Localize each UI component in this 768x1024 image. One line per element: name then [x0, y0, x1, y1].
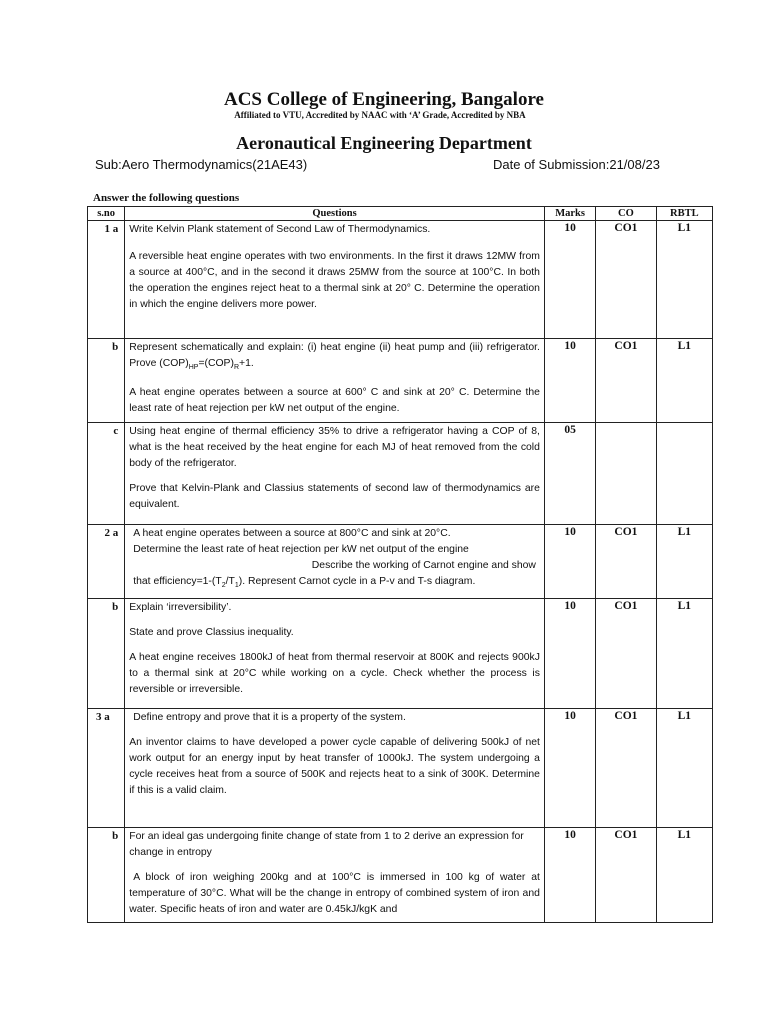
instruction-text: Answer the following questions: [93, 192, 240, 204]
co-cell: [596, 423, 656, 525]
college-name: ACS College of Engineering, Bangalore: [223, 89, 544, 110]
question-paragraph: A heat engine operates between a source at 600° C and sink at 20° C. Determine the least rate of heat rejection per kW net output of the engine.: [129, 387, 540, 415]
question-number: b: [88, 828, 125, 923]
question-paragraph: Represent schematically and explain: (i) heat engine (ii) heat pump and (iii) refrigerator. Prove $(COP)_{HP}=(COP)_R+1$.: [129, 342, 540, 372]
table-header-row: [88, 207, 713, 221]
question-number: b: [88, 339, 125, 423]
question-text: [125, 525, 545, 599]
question-paragraph: A reversible heat engine operates with two environments. In the first it draws 12MW from a source at 400°C, and in the second it draws 25MW from the source at 100°C. In both the operation the engines reject heat to a thermal sink at 20° C. Determine the operation in which the engine delivers more power.: [129, 251, 540, 310]
department-title: Aeronautical Engineering Department: [236, 133, 532, 153]
rbtl-cell: L1: [656, 525, 712, 599]
question-text: [125, 423, 545, 525]
marks-cell: 10: [544, 339, 595, 423]
question-line: Determine the least rate of heat rejection per kW net output of the engine: [133, 544, 469, 555]
marks-cell: 10: [544, 709, 595, 828]
co-cell: CO1: [596, 339, 656, 423]
column-header-questions: Questions: [125, 207, 545, 221]
question-paragraph: Prove that Kelvin-Plank and Classius statements of second law of thermodynamics are equivalent.: [129, 483, 540, 510]
table-row: [88, 599, 713, 709]
table-row: [88, 828, 713, 923]
co-cell: CO1: [596, 599, 656, 709]
column-header-rbtl: RBTL: [656, 207, 712, 221]
column-header-co: CO: [596, 207, 656, 221]
question-line: A heat engine operates between a source at 800°C and sink at 20°C.: [133, 528, 451, 539]
rbtl-cell: L1: [656, 709, 712, 828]
question-number: 1 a: [88, 221, 125, 339]
question-number: c: [88, 423, 125, 525]
table-row: [88, 709, 713, 828]
question-text: [125, 709, 545, 828]
marks-cell: 05: [544, 423, 595, 525]
question-text: [125, 828, 545, 923]
question-paragraph: A block of iron weighing 200kg and at 100°C is immersed in 100 kg of water at temperature of 30°C. What will be the change in entropy of combined system of iron and water. Specific heats of iron and water are 0.45kJ/kgK and: [129, 872, 540, 916]
question-text: [125, 339, 545, 423]
question-text: [125, 599, 545, 709]
rbtl-cell: L1: [656, 828, 712, 923]
co-cell: CO1: [596, 221, 656, 339]
marks-cell: 10: [544, 525, 595, 599]
co-cell: CO1: [596, 828, 656, 923]
table-row: [88, 221, 713, 339]
marks-cell: 10: [544, 599, 595, 709]
co-cell: CO1: [596, 525, 656, 599]
column-header-marks: Marks: [544, 207, 595, 221]
question-paragraph: Write Kelvin Plank statement of Second Law of Thermodynamics.: [129, 224, 431, 235]
submission-date: Date of Submission:21/08/23: [493, 157, 660, 172]
question-number: 2 a: [88, 525, 125, 599]
rbtl-cell: [656, 423, 712, 525]
subject-label: Sub:Aero Thermodynamics(21AE43): [95, 157, 308, 172]
question-paragraph: Explain ‘irreversibility’.: [129, 602, 232, 614]
question-number: b: [88, 599, 125, 709]
marks-cell: 10: [544, 828, 595, 923]
column-header-sno: s.no: [88, 207, 125, 221]
marks-cell: 10: [544, 221, 595, 339]
question-paragraph: State and prove Classius inequality.: [129, 627, 294, 639]
table-row: [88, 339, 713, 423]
question-line: that $efficiency=1-(T_2/T_1)$. Represent Carnot cycle in a P-v and T-s diagram.: [133, 576, 476, 590]
question-paragraph: A heat engine receives 1800kJ of heat from thermal reservoir at 800K and rejects 900kJ to a thermal sink at 20°C while working on a cycle. Check whether the process is reversible or irreversible.: [129, 652, 540, 696]
question-paragraph: For an ideal gas undergoing finite change of state from 1 to 2 derive an expression for change in entropy: [129, 831, 524, 859]
question-paragraph: Using heat engine of thermal efficiency 35% to drive a refrigerator having a COP of 8, what is the heat received by the heat engine for each MJ of heat removed from the cold body of the refrigerator.: [129, 426, 540, 469]
affiliation-line: Affiliated to VTU, Accredited by NAAC with ‘A’ Grade, Accredited by NBA: [234, 110, 526, 120]
rbtl-cell: L1: [656, 599, 712, 709]
rbtl-cell: L1: [656, 339, 712, 423]
question-paragraph: An inventor claims to have developed a power cycle capable of delivering 500kJ of net work output for an energy input by heat transfer of 1000kJ. The system undergoing a cycle receives heat from a source of 500K and rejects heat to a sink of 300K. Determine if this is a valid claim.: [129, 737, 540, 797]
rbtl-cell: L1: [656, 221, 712, 339]
question-number: 3 a: [88, 709, 125, 828]
table-row: [88, 525, 713, 599]
questions-table: [87, 206, 713, 923]
co-cell: CO1: [596, 709, 656, 828]
question-paragraph: Define entropy and prove that it is a property of the system.: [133, 712, 406, 724]
question-line: Describe the working of Carnot engine and show: [311, 560, 536, 571]
table-row: [88, 423, 713, 525]
question-text: [125, 221, 545, 339]
